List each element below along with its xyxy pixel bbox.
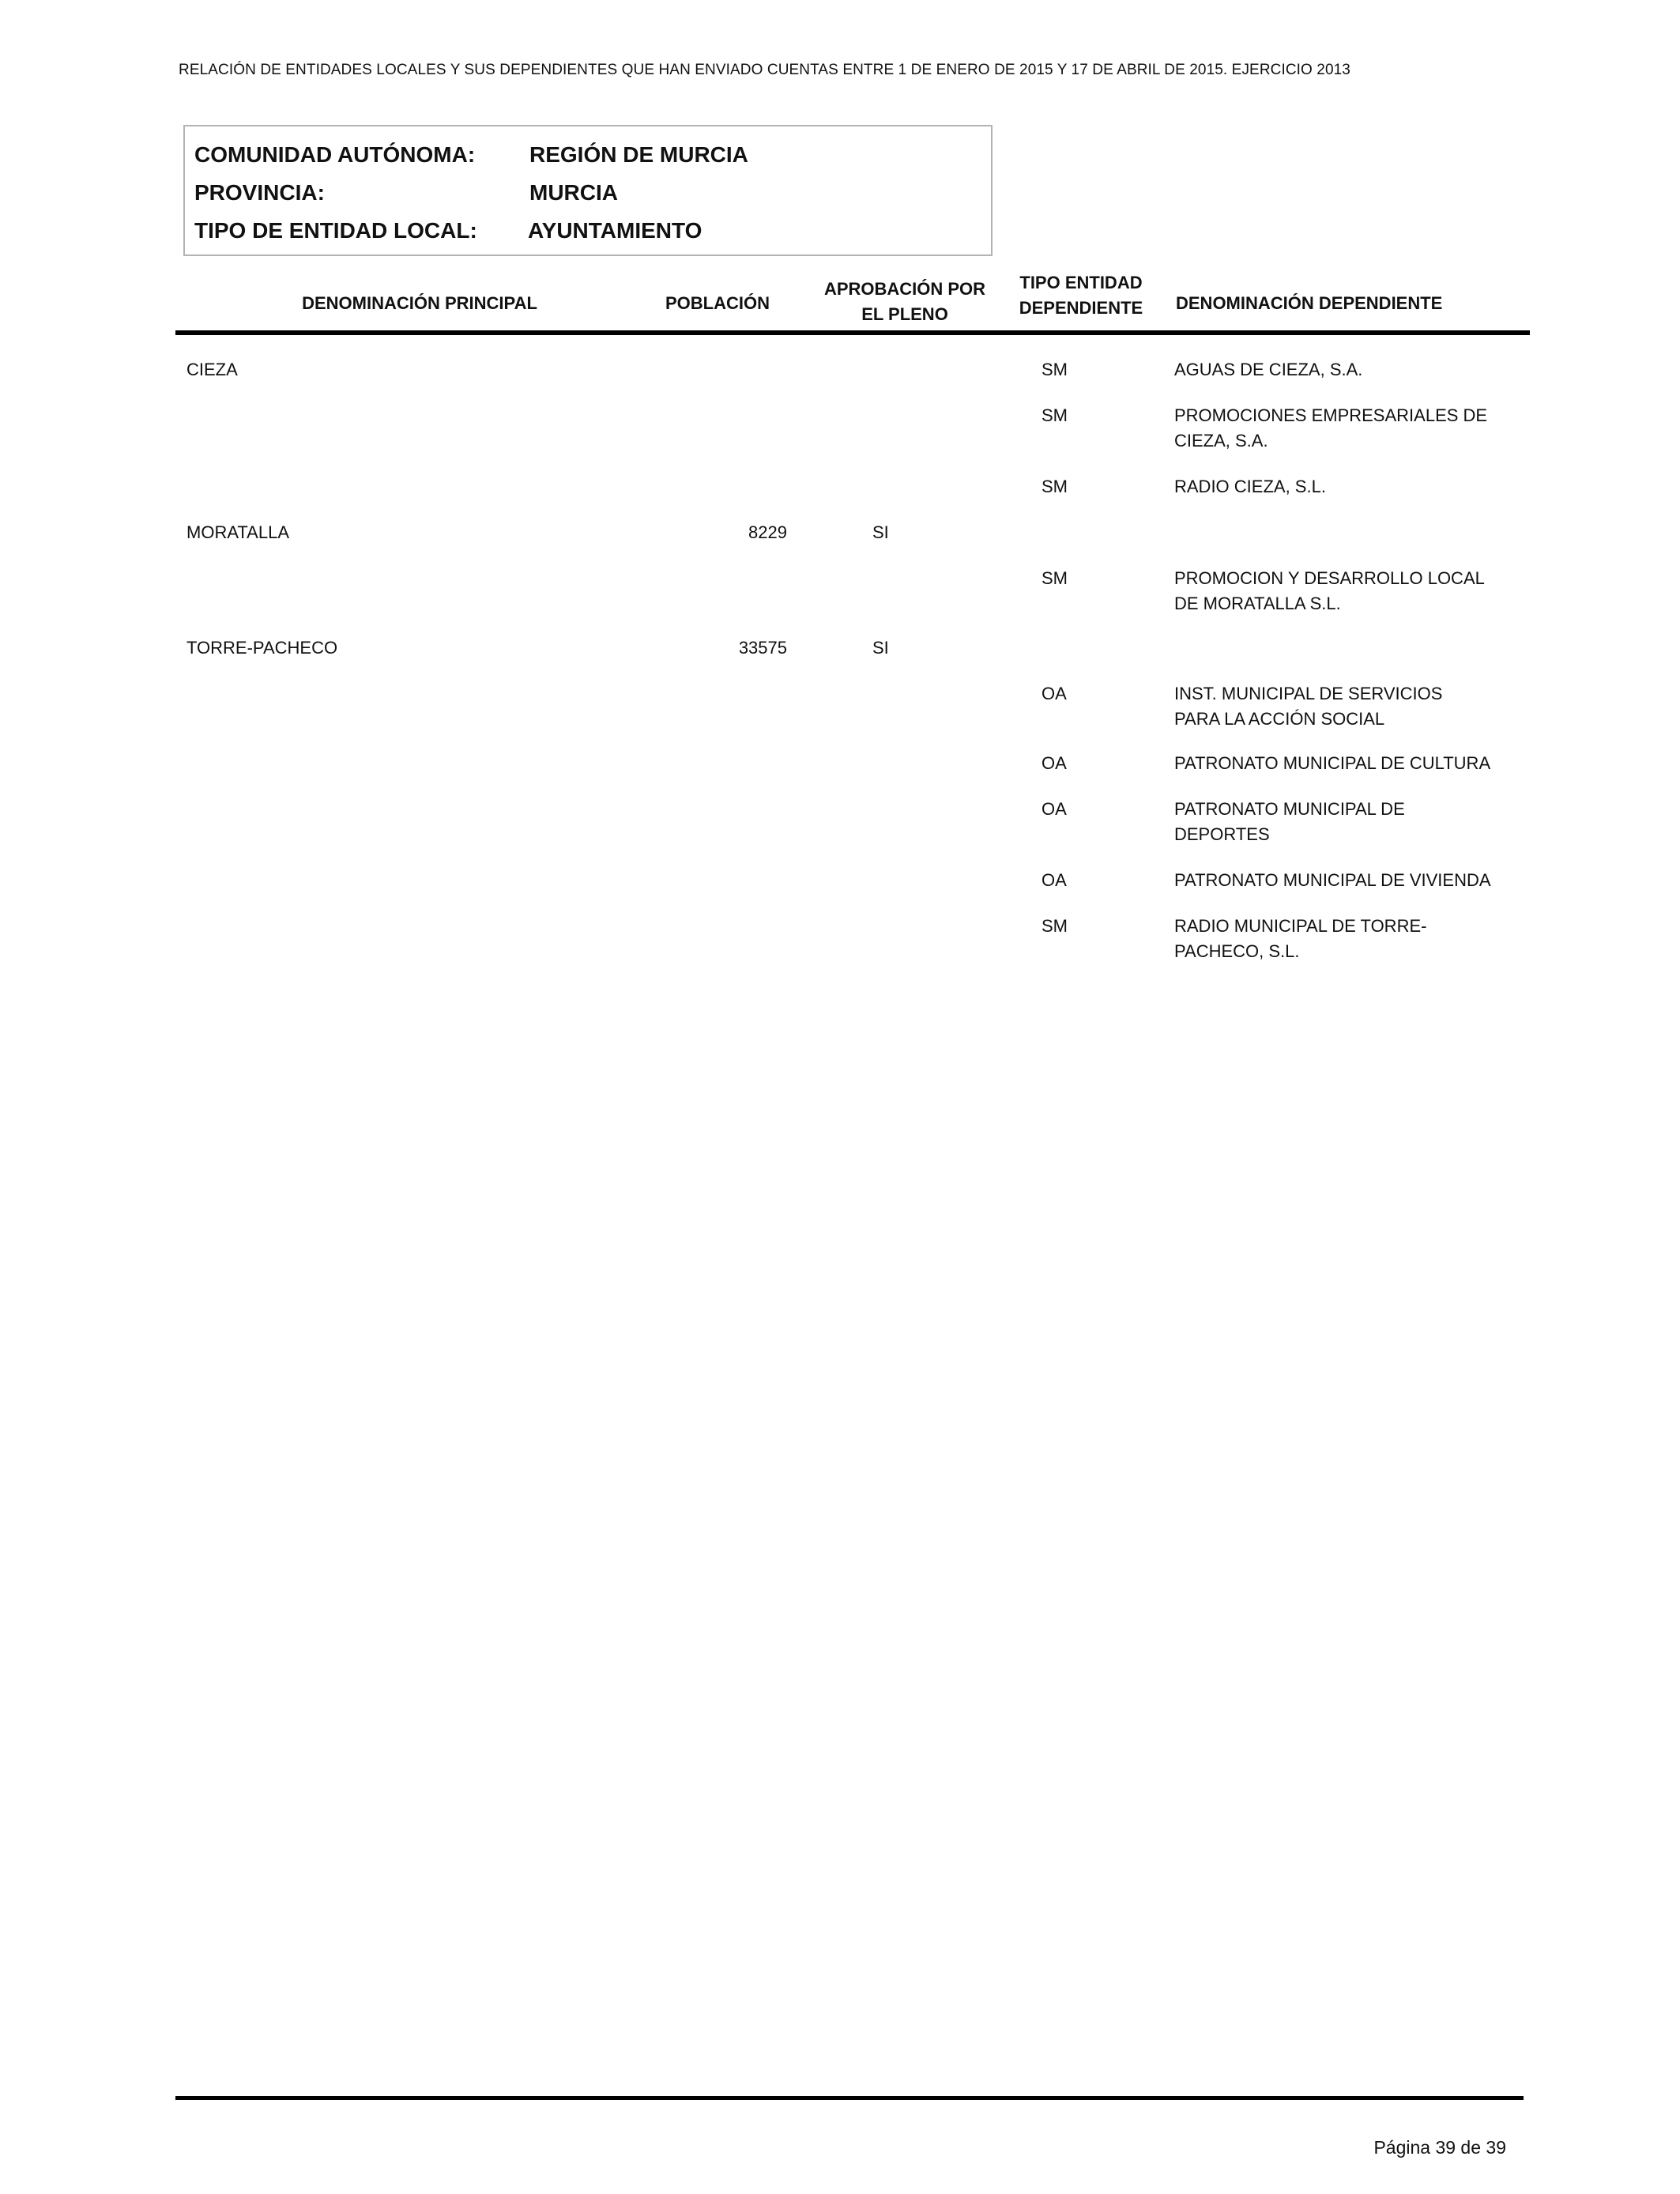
- cell-denominacion-dependiente: [1174, 751, 1490, 776]
- cell-poblacion: 33575: [738, 638, 787, 658]
- dependiente-line2: PACHECO, S.L.: [1174, 941, 1300, 961]
- cell-tipo: SM: [1042, 405, 1068, 425]
- provincia-value: MURCIA: [529, 180, 618, 205]
- col-header-aprobacion: [822, 277, 988, 327]
- comunidad-value: REGIÓN DE MURCIA: [529, 142, 748, 167]
- document-title: RELACIÓN DE ENTIDADES LOCALES Y SUS DEPENDIENTES QUE HAN ENVIADO CUENTAS ENTRE 1 DE ENERO DE 2015 Y 17 DE ABRIL DE 2015. EJERCICIO 2013: [179, 62, 1350, 78]
- col-header-aprobacion-line1: APROBACIÓN POR: [823, 279, 986, 299]
- cell-denominacion-dependiente: [1174, 681, 1442, 732]
- cell-tipo: SM: [1042, 360, 1068, 379]
- cell-poblacion: 8229: [748, 522, 787, 542]
- dependiente-line1: PROMOCION Y DESARROLLO LOCAL: [1174, 568, 1485, 588]
- header-rule: [175, 330, 1530, 335]
- cell-aprobacion: SI: [872, 522, 889, 542]
- cell-tipo: SM: [1042, 916, 1068, 936]
- info-box: [183, 125, 993, 256]
- col-header-denominacion-dependiente: DENOMINACIÓN DEPENDIENTE: [1176, 293, 1443, 313]
- dependiente-line2: PARA LA ACCIÓN SOCIAL: [1174, 709, 1385, 729]
- cell-denominacion-dependiente: [1174, 868, 1491, 893]
- dependiente-line1: PATRONATO MUNICIPAL DE CULTURA: [1174, 753, 1491, 773]
- dependiente-line1: RADIO CIEZA, S.L.: [1174, 477, 1326, 496]
- tipo-value: AYUNTAMIENTO: [528, 218, 703, 243]
- dependiente-line1: PATRONATO MUNICIPAL DE VIVIENDA: [1174, 870, 1491, 890]
- col-header-poblacion: POBLACIÓN: [665, 293, 770, 313]
- col-header-tipo-line1: TIPO ENTIDAD: [1019, 273, 1143, 292]
- dependiente-line1: PROMOCIONES EMPRESARIALES DE: [1174, 405, 1488, 425]
- col-header-denominacion-principal: DENOMINACIÓN PRINCIPAL: [302, 293, 537, 313]
- page-number: Página 39 de 39: [1373, 2137, 1506, 2158]
- tipo-label: TIPO DE ENTIDAD LOCAL:: [194, 218, 477, 243]
- dependiente-line2: CIEZA, S.A.: [1174, 431, 1268, 450]
- provincia-label: PROVINCIA:: [194, 180, 325, 205]
- cell-tipo: OA: [1042, 753, 1067, 773]
- cell-tipo: OA: [1042, 799, 1067, 819]
- cell-principal: TORRE-PACHECO: [186, 638, 338, 658]
- cell-tipo: SM: [1042, 568, 1068, 588]
- cell-denominacion-dependiente: [1174, 914, 1426, 964]
- cell-principal: MORATALLA: [186, 522, 289, 542]
- col-header-tipo-entidad: [1010, 270, 1152, 321]
- cell-tipo: SM: [1042, 477, 1068, 496]
- dependiente-line1: AGUAS DE CIEZA, S.A.: [1174, 360, 1363, 379]
- col-header-aprobacion-line2: EL PLENO: [861, 304, 948, 324]
- cell-denominacion-dependiente: [1174, 797, 1405, 847]
- cell-denominacion-dependiente: [1174, 357, 1362, 383]
- cell-denominacion-dependiente: [1174, 403, 1487, 454]
- footer-rule: [175, 2096, 1524, 2100]
- dependiente-line1: PATRONATO MUNICIPAL DE: [1174, 799, 1405, 819]
- cell-tipo: OA: [1042, 684, 1067, 703]
- dependiente-line1: RADIO MUNICIPAL DE TORRE-: [1174, 916, 1427, 936]
- cell-denominacion-dependiente: [1174, 566, 1485, 616]
- col-header-tipo-line2: DEPENDIENTE: [1019, 298, 1143, 318]
- comunidad-label: COMUNIDAD AUTÓNOMA:: [194, 142, 476, 167]
- dependiente-line2: DE MORATALLA S.L.: [1174, 594, 1341, 613]
- dependiente-line1: INST. MUNICIPAL DE SERVICIOS: [1174, 684, 1443, 703]
- cell-tipo: OA: [1042, 870, 1067, 890]
- dependiente-line2: DEPORTES: [1174, 824, 1270, 844]
- cell-denominacion-dependiente: [1174, 474, 1326, 499]
- cell-principal: CIEZA: [186, 360, 238, 379]
- cell-aprobacion: SI: [872, 638, 889, 658]
